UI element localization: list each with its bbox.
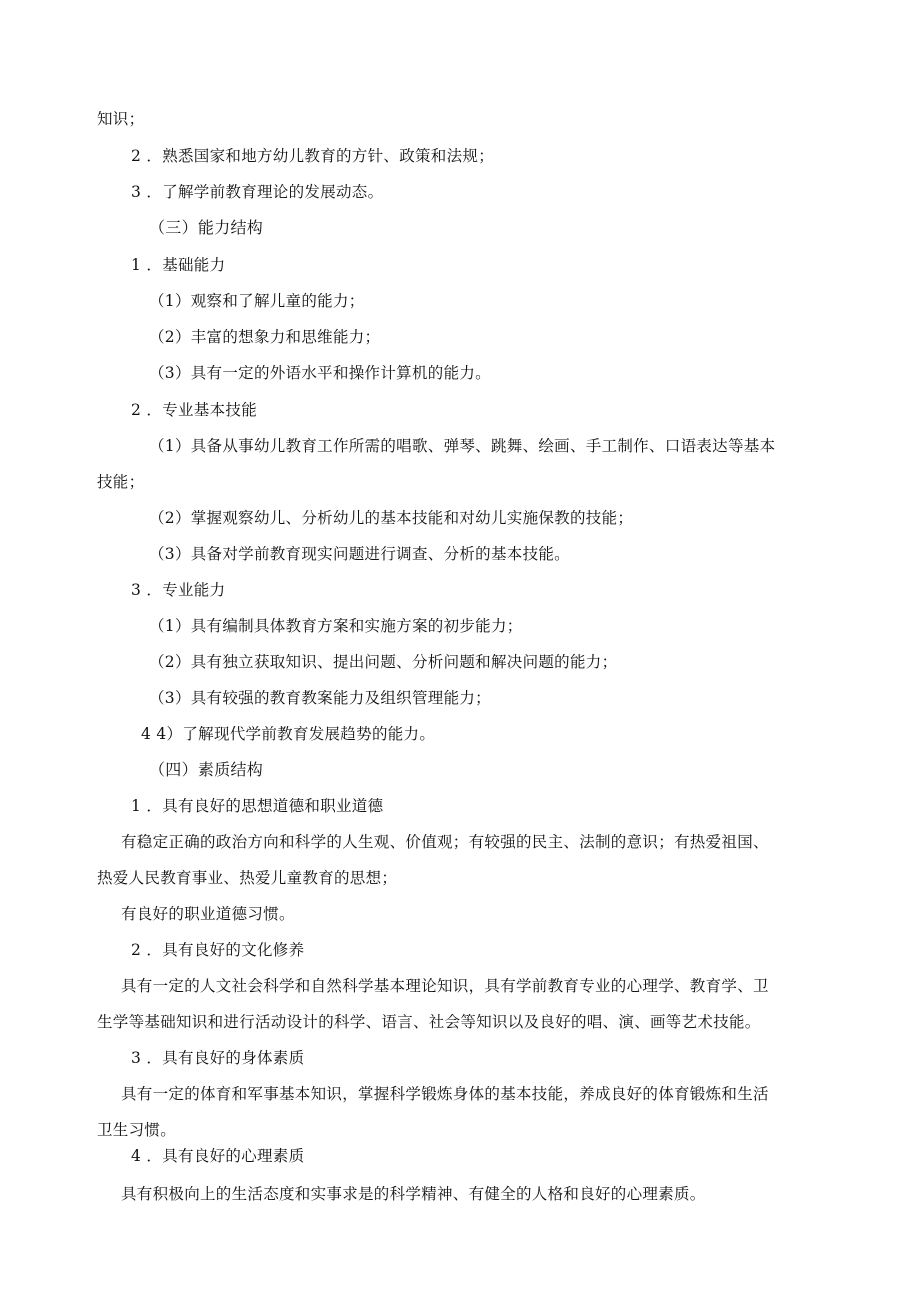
- text-line: 具有一定的体育和军事基本知识，掌握科学锻炼身体的基本技能，养成良好的体育锻炼和生活: [121, 1085, 769, 1103]
- subsection-heading: 4 ．具有良好的心理素质: [131, 1147, 305, 1165]
- text-line: 4 4）了解现代学前教育发展趋势的能力。: [141, 725, 436, 743]
- text-line: （2）具有独立获取知识、提出问题、分析问题和解决问题的能力；: [149, 653, 618, 671]
- text-line: 卫生习惯。: [97, 1121, 177, 1139]
- subsection-heading: 1 ．基础能力: [131, 256, 226, 274]
- text-line: （1）具有编制具体教育方案和实施方案的初步能力；: [149, 617, 523, 635]
- text-line: 3 ．了解学前教育理论的发展动态。: [131, 183, 384, 201]
- text-line: 生学等基础知识和进行活动设计的科学、语言、社会等知识以及良好的唱、演、画等艺术技能。: [97, 1013, 761, 1031]
- text-line: （1）观察和了解儿童的能力；: [149, 292, 365, 310]
- text-line: （2）丰富的想象力和思维能力；: [149, 328, 381, 346]
- text-line: （2）掌握观察幼儿、分析幼儿的基本技能和对幼儿实施保教的技能；: [149, 509, 634, 527]
- subsection-heading: 2 ．专业基本技能: [131, 401, 257, 419]
- text-line: 具有一定的人文社会科学和自然科学基本理论知识，具有学前教育专业的心理学、教育学、卫: [121, 977, 769, 995]
- subsection-heading: 1 ．具有良好的思想道德和职业道德: [131, 797, 384, 815]
- section-heading: （四）素质结构: [149, 760, 264, 779]
- text-line: 热爱人民教育事业、热爱儿童教育的思想；: [97, 869, 398, 887]
- text-line: 2 ．熟悉国家和地方幼儿教育的方针、政策和法规；: [131, 147, 494, 165]
- text-line: （1）具备从事幼儿教育工作所需的唱歌、弹琴、跳舞、绘画、手工制作、口语表达等基本: [149, 437, 776, 455]
- subsection-heading: 3 ．专业能力: [131, 581, 226, 599]
- text-line: 有稳定正确的政治方向和科学的人生观、价值观；有较强的民主、法制的意识；有热爱祖国、: [121, 833, 769, 851]
- text-line: 具有积极向上的生活态度和实事求是的科学精神、有健全的人格和良好的心理素质。: [121, 1185, 706, 1203]
- text-line: （3）具有一定的外语水平和操作计算机的能力。: [149, 364, 491, 382]
- text-line: 技能；: [97, 473, 145, 491]
- text-line: （3）具备对学前教育现实问题进行调查、分析的基本技能。: [149, 545, 570, 563]
- subsection-heading: 3 ．具有良好的身体素质: [131, 1049, 305, 1067]
- subsection-heading: 2 ．具有良好的文化修养: [131, 941, 305, 959]
- section-heading: （三）能力结构: [149, 218, 264, 237]
- text-line: 有良好的职业道德习惯。: [121, 905, 295, 923]
- text-line: （3）具有较强的教育教案能力及组织管理能力；: [149, 689, 491, 707]
- text-line: 知识；: [97, 110, 145, 128]
